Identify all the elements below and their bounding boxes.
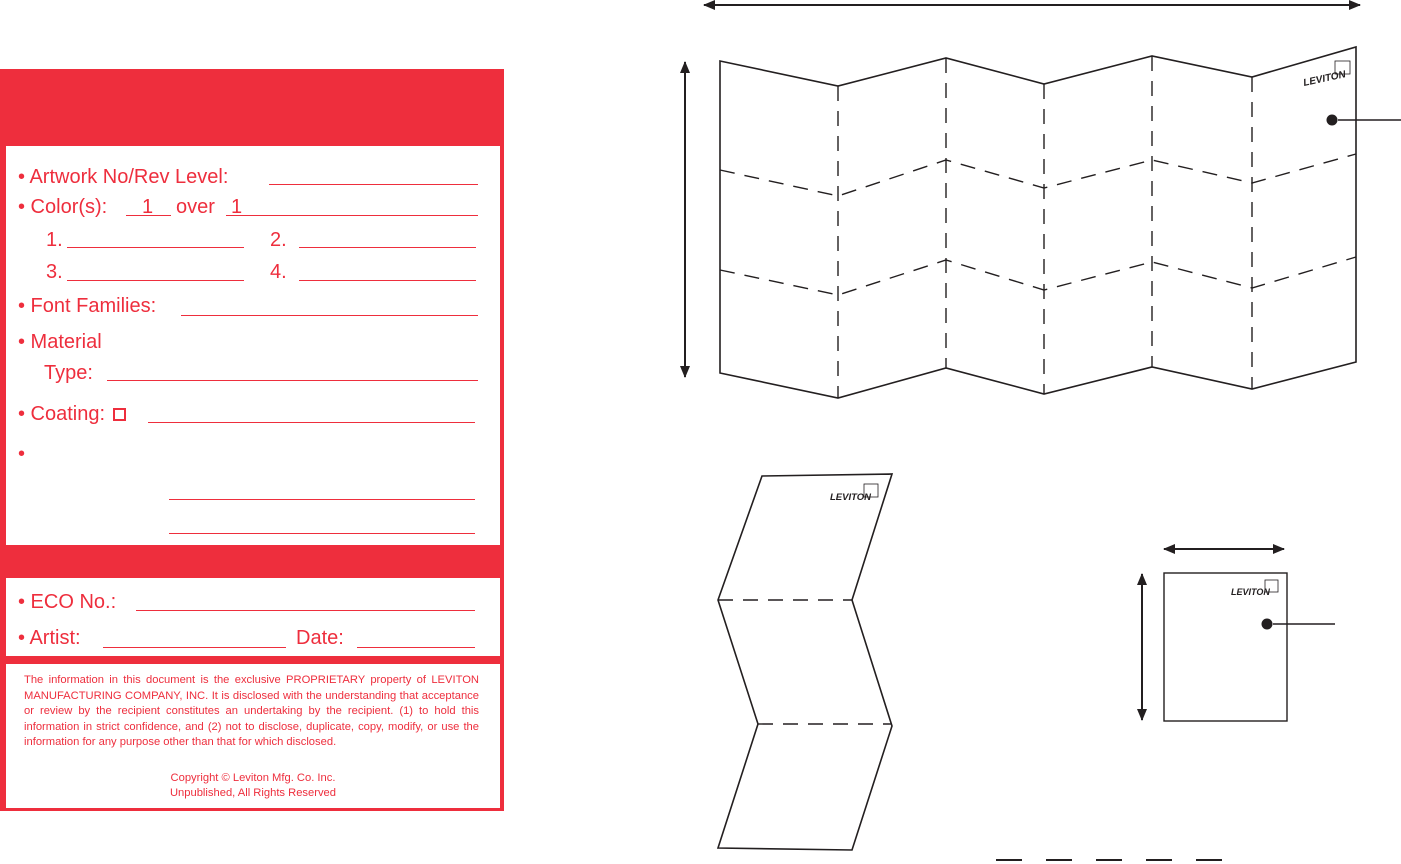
font-families-label: • Font Families: — [18, 295, 157, 317]
artwork-label: • Artwork No/Rev Level: — [18, 166, 229, 188]
colors-front-value: 1 — [142, 196, 154, 218]
color-slot-4-label: 4. — [270, 261, 287, 283]
callout-dot-folded — [1262, 619, 1273, 630]
eco-label: • ECO No.: — [18, 591, 117, 613]
extra-bullet: • — [18, 443, 26, 465]
colors-back-value: 1 — [231, 196, 243, 218]
svg-text:LEVITON: LEVITON — [1231, 587, 1270, 597]
legal-notice: The information in this document is the exclusive PROPRIETARY property of LEVITON MANUFACTURING COMPANY, INC. It is disclosed with the understanding that acceptance or review by the recipient constitutes an undertaking by the recipient. (1) to hold this information in strict confidence, and (2) not to disclose, duplicate, copy, modify, or use the information for any purpose other than that for which disclosed. — [24, 674, 479, 749]
artist-label: • Artist: — [18, 627, 81, 649]
svg-text:LEVITON: LEVITON — [1302, 69, 1347, 89]
color-slot-1-label: 1. — [46, 229, 63, 251]
unfolded-sheet — [720, 47, 1401, 398]
folded-card-view — [1142, 549, 1335, 721]
rights-line: Unpublished, All Rights Reserved — [169, 787, 337, 799]
color-slot-3-label: 3. — [46, 261, 63, 283]
copyright-line: Copyright © Leviton Mfg. Co. Inc. — [170, 772, 336, 784]
material-type-label: Type: — [44, 362, 93, 384]
zfold-view — [718, 474, 892, 850]
colors-over-label: over — [176, 196, 215, 218]
date-label: Date: — [296, 627, 344, 649]
callout-dot — [1327, 115, 1338, 126]
color-slot-2-label: 2. — [270, 229, 287, 251]
svg-text:LEVITON: LEVITON — [830, 492, 871, 503]
colors-label: • Color(s): — [18, 196, 108, 218]
coating-label: • Coating: — [18, 403, 106, 425]
material-label: • Material — [18, 331, 102, 353]
